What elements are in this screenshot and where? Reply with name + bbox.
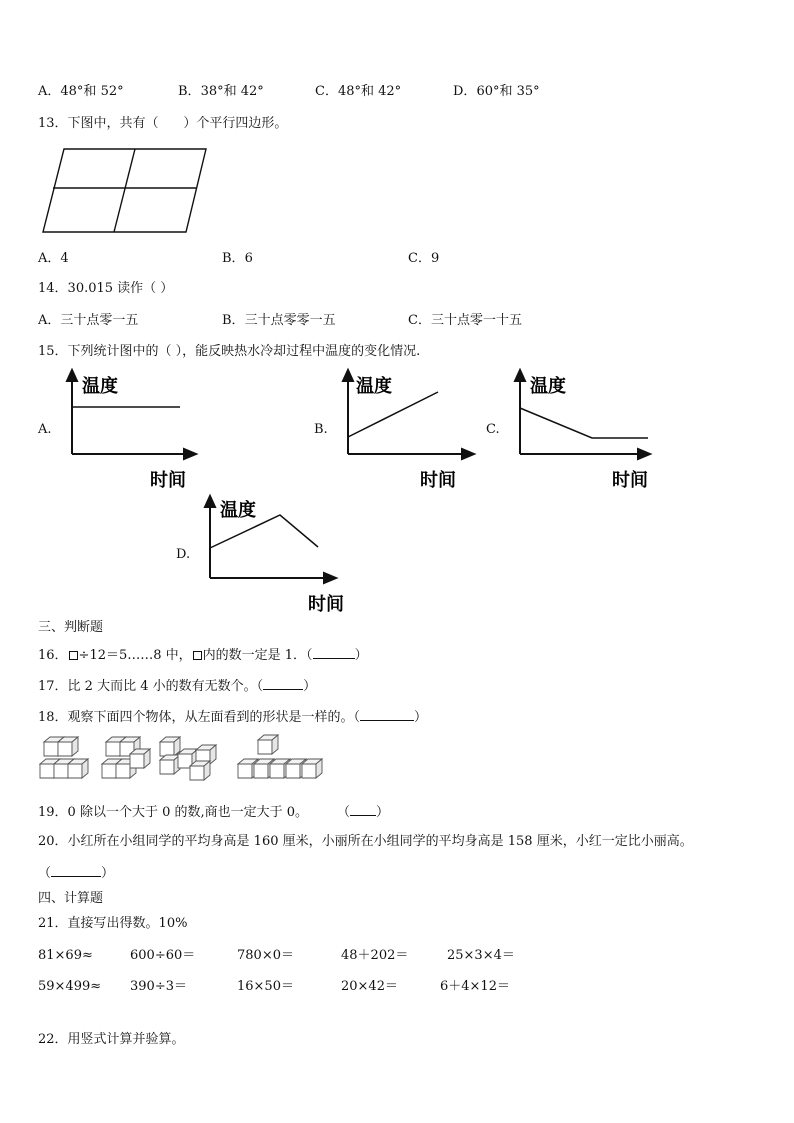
q21-item: 6＋4×12＝	[440, 979, 510, 994]
q15-graph-b-ylabel: 温度	[356, 376, 392, 397]
q14-stem: 14．30.015 读作（ ）	[38, 281, 174, 296]
q15-graph-a-xlabel: 时间	[150, 470, 186, 491]
answer-blank[interactable]	[360, 708, 414, 721]
q15-stem: 15．下列统计图中的（ ），能反映热水冷却过程中温度的变化情况.	[38, 344, 421, 359]
q13-stem: 13．下图中，共有（ ）个平行四边形。	[38, 116, 288, 131]
cube-figure-2	[102, 737, 150, 778]
cube-figures	[38, 732, 328, 792]
q15-option-c-letter: C.	[486, 422, 500, 437]
q15-graph-b	[336, 368, 481, 493]
q21-item: 390÷3＝	[130, 979, 187, 994]
q21-item: 59×499≈	[38, 979, 102, 994]
q16: 16． ÷12＝5……8 中， 内的数一定是 1．（ ）	[38, 648, 368, 663]
q13-option-c: C．9	[408, 251, 440, 266]
q22-stem: 22．用竖式计算并验算。	[38, 1032, 185, 1047]
q15-graph-c	[508, 368, 658, 493]
q14-option-c: C．三十点零一十五	[408, 313, 522, 328]
q15-graph-d-xlabel: 时间	[308, 594, 344, 615]
answer-blank[interactable]	[51, 864, 101, 877]
q21-item: 25×3×4＝	[447, 948, 515, 963]
q14-option-a: A．三十点零一五	[38, 313, 139, 328]
q17: 17．比 2 大而比 4 小的数有无数个。（ ）	[38, 679, 317, 694]
q20-answer: （ ）	[38, 866, 115, 881]
q15-graph-a	[60, 368, 200, 493]
q15-option-d-letter: D.	[176, 547, 191, 562]
q21-item: 600÷60＝	[130, 948, 196, 963]
q14-option-b: B．三十点零零一五	[222, 313, 336, 328]
box-symbol-icon	[69, 651, 78, 660]
q20: 20．小红所在小组同学的平均身高是 160 厘米，小丽所在小组同学的平均身高是 158 厘米，小红一定比小丽高。	[38, 834, 693, 849]
q12-option-b: B．38°和 42°	[178, 84, 264, 99]
q13-option-a: A．4	[38, 251, 69, 266]
q15-graph-d-ylabel: 温度	[220, 500, 256, 521]
q15-graph-d	[198, 494, 348, 619]
q13-option-b: B．6	[222, 251, 253, 266]
section-3-heading: 三、判断题	[38, 620, 104, 635]
answer-blank[interactable]	[263, 677, 303, 690]
answer-blank[interactable]	[350, 803, 376, 816]
q18: 18．观察下面四个物体，从左面看到的形状是一样的。（ ）	[38, 710, 428, 725]
q12-option-a: A．48°和 52°	[38, 84, 124, 99]
q21-item: 20×42＝	[341, 979, 398, 994]
parallelogram-figure	[40, 146, 210, 236]
q12-option-c: C．48°和 42°	[315, 84, 402, 99]
q21-item: 16×50＝	[237, 979, 294, 994]
q15-option-b-letter: B.	[314, 422, 328, 437]
q21-item: 48＋202＝	[341, 948, 409, 963]
q12-option-d: D．60°和 35°	[453, 84, 540, 99]
q19: 19．0 除以一个大于 0 的数,商也一定大于 0。 （ ）	[38, 805, 389, 820]
q15-graph-c-xlabel: 时间	[612, 470, 648, 491]
section-4-heading: 四、计算题	[38, 891, 104, 906]
q15-graph-b-xlabel: 时间	[420, 470, 456, 491]
q21-item: 780×0＝	[237, 948, 294, 963]
answer-blank[interactable]	[313, 646, 355, 659]
q21-item: 81×69≈	[38, 948, 93, 963]
cube-figure-1	[40, 737, 88, 778]
q21-stem: 21．直接写出得数。10%	[38, 916, 188, 931]
q15-option-a-letter: A.	[38, 422, 52, 437]
cube-figure-4	[238, 735, 322, 778]
box-symbol-icon	[193, 651, 202, 660]
q15-graph-c-ylabel: 温度	[530, 376, 566, 397]
q15-graph-a-ylabel: 温度	[82, 376, 118, 397]
cube-figure-3	[160, 737, 216, 780]
